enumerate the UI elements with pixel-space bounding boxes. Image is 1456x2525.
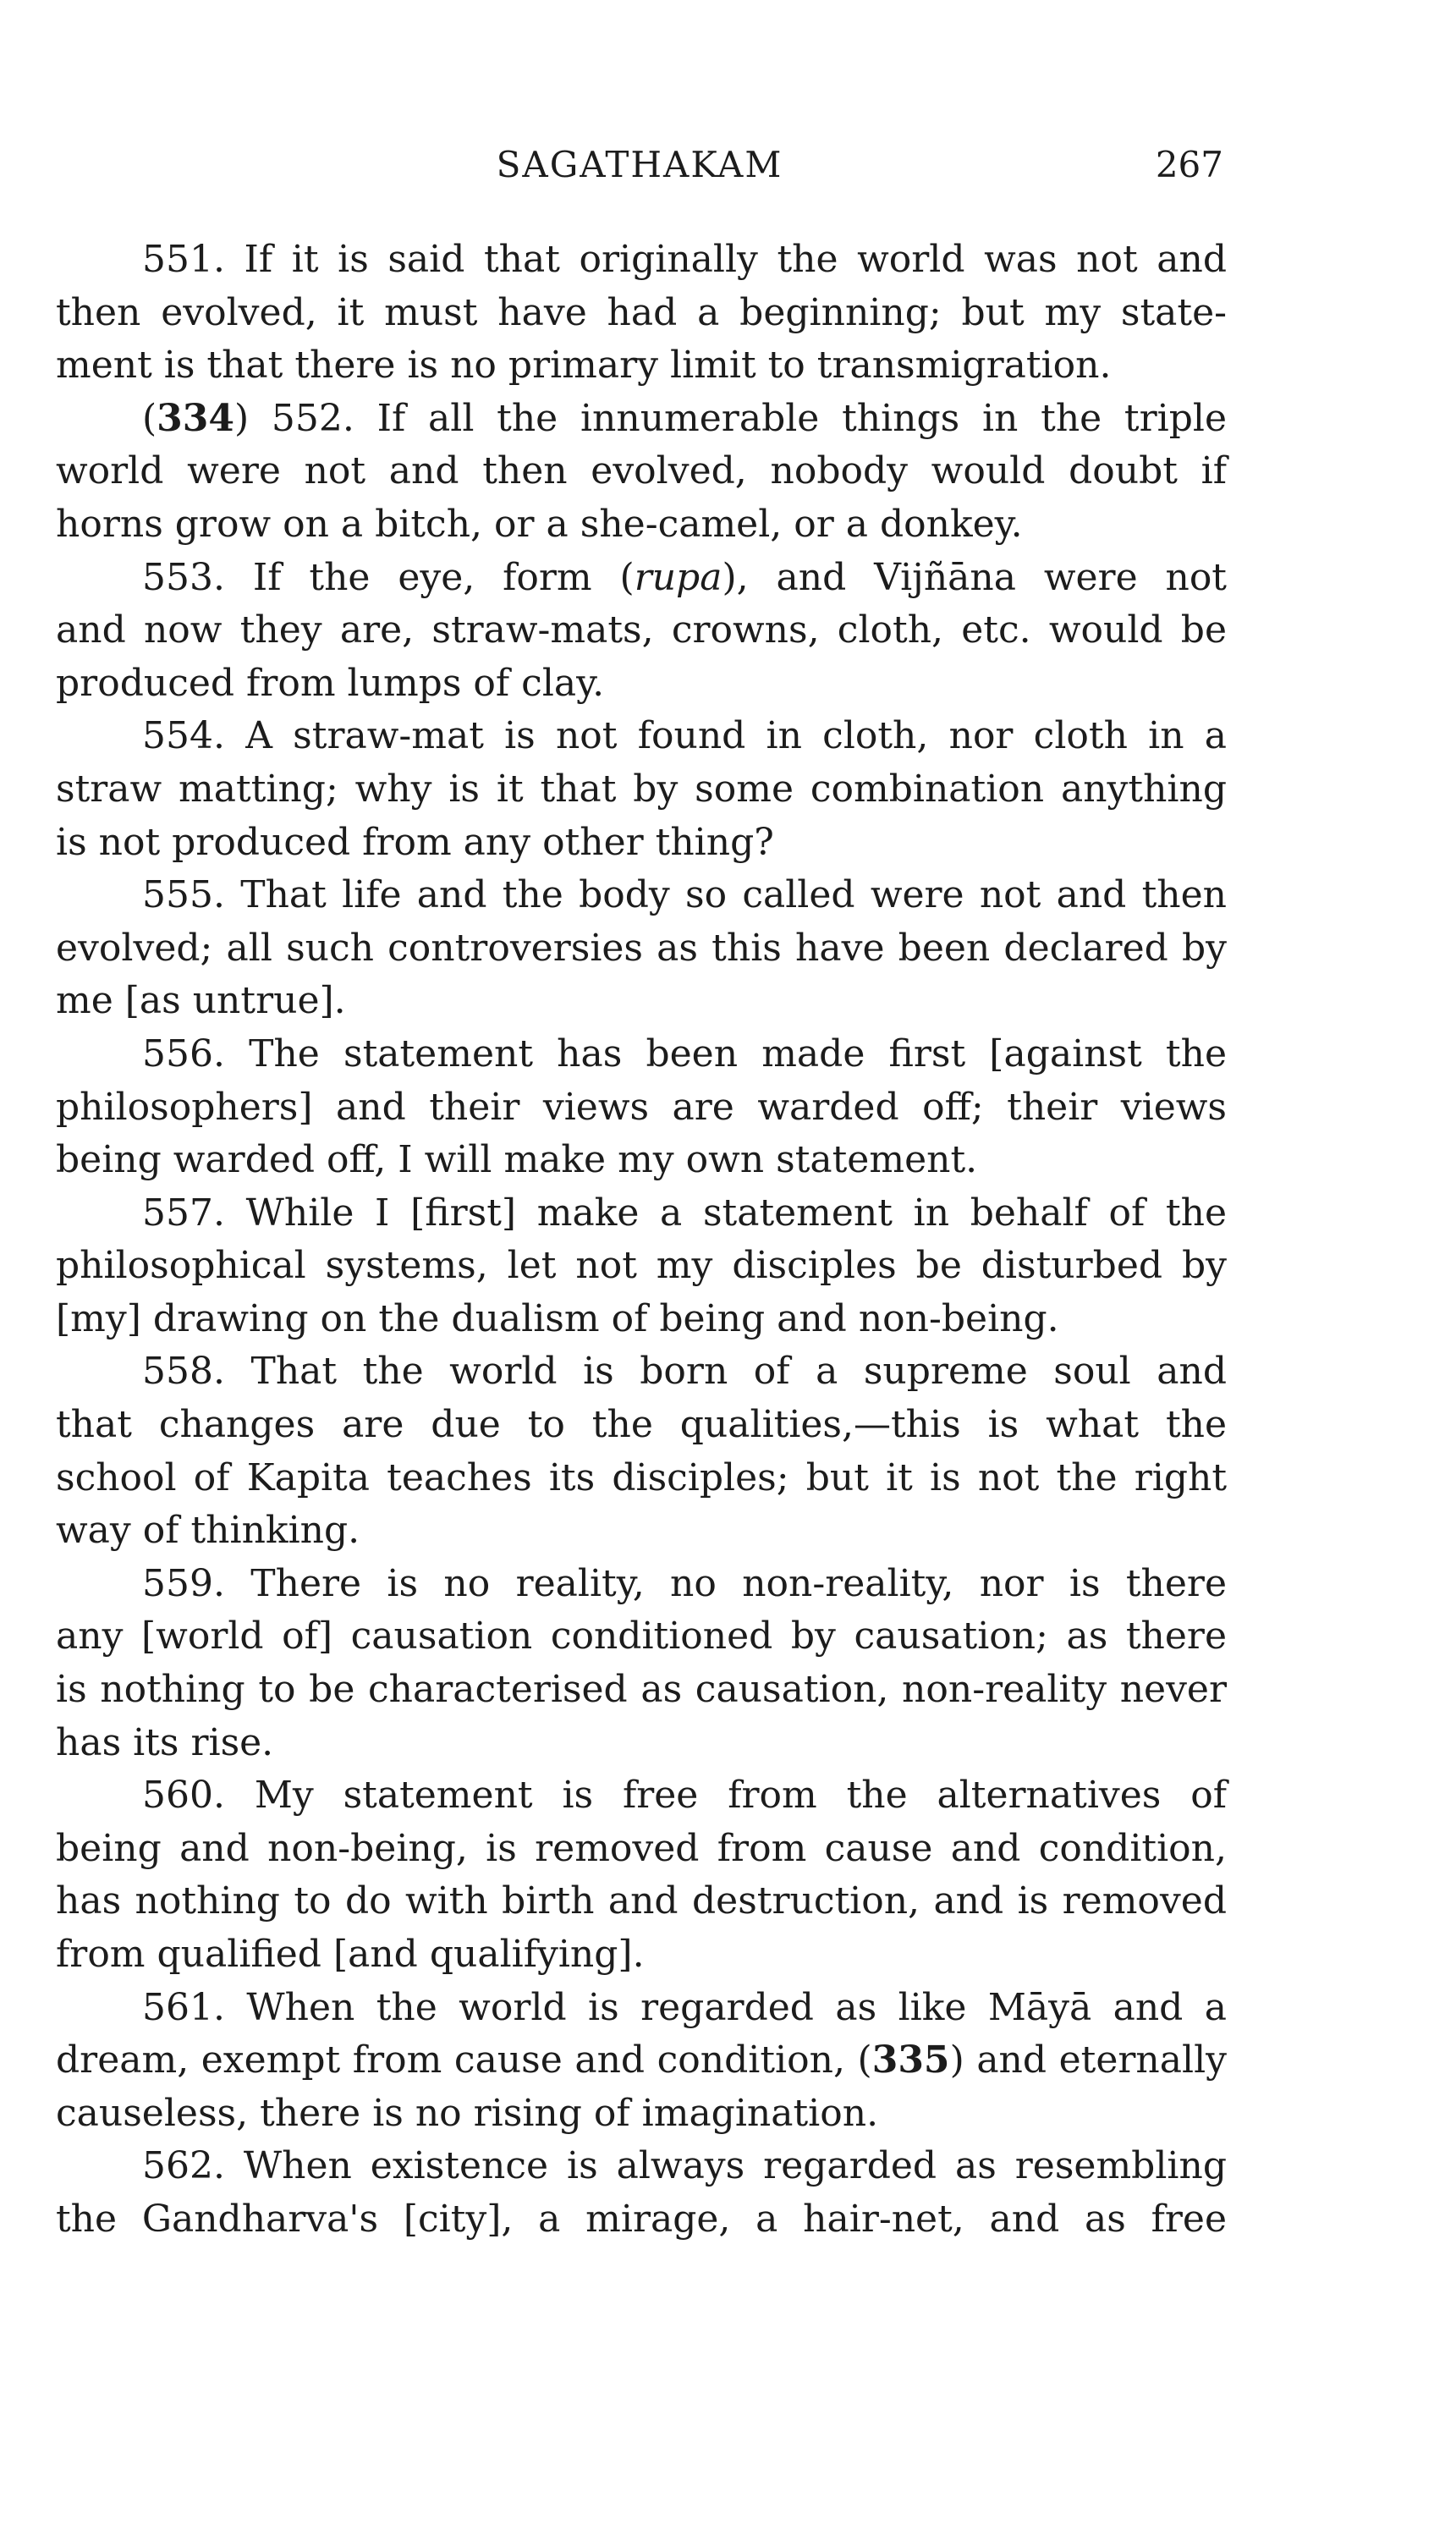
original-page-marker: 335 [871, 2038, 950, 2082]
text-line: 560. My statement is free from the alternatives of [142, 1774, 1227, 1818]
text-line: then evolved, it must have had a beginning; but my state- [56, 290, 1227, 334]
text-line: is nothing to be characterised as causation, non-reality never [56, 1668, 1227, 1712]
text-line: 555. That life and the body so called were not and then [142, 873, 1227, 917]
text-line: horns grow on a bitch, or a she-camel, or a donkey. [56, 502, 1023, 546]
text-line: any [world of] causation conditioned by causation; as there [56, 1615, 1227, 1659]
text-line: and now they are, straw-mats, crowns, cloth, etc. would be [56, 608, 1227, 652]
line-segment: 553. If the eye, form ( [142, 555, 635, 599]
text-line: is not produced from any other thing? [56, 820, 774, 864]
text-line: from qualified [and qualifying]. [56, 1933, 645, 1976]
text-line [56, 393, 1227, 446]
text-line: school of Kapita teaches its disciples; but it is not the right [56, 1455, 1227, 1499]
line-segment: dream, exempt from cause and condition, ( [56, 2038, 872, 2082]
text-line: [my] drawing on the dualism of being and non-being. [56, 1296, 1059, 1340]
line-segment: ( [142, 396, 157, 440]
text-line: 562. When existence is always regarded as resembling [142, 2144, 1227, 2188]
text-line: philosophers] and their views are warded off; their views [56, 1085, 1227, 1129]
original-page-marker: 334 [157, 396, 235, 440]
text-line: way of thinking. [56, 1509, 360, 1553]
verse-text-block [56, 234, 1227, 2247]
text-line: the Gandharva's [city], a mirage, a hair-net, and as free [56, 2197, 1227, 2241]
line-segment: ) and eternally [949, 2038, 1227, 2082]
text-line: has nothing to do with birth and destruction, and is removed [56, 1879, 1227, 1923]
text-line: world were not and then evolved, nobody would doubt if [56, 449, 1227, 493]
text-line [56, 552, 1227, 605]
text-line: 559. There is no reality, no non-reality, nor is there [142, 1561, 1227, 1605]
line-segment: ) 552. If all the innumerable things in the triple [234, 396, 1227, 440]
text-line: 557. While I [first] make a statement in behalf of the [142, 1191, 1227, 1235]
text-line: 556. The statement has been made first [against the [142, 1031, 1227, 1075]
text-line: that changes are due to the qualities,—this is what the [56, 1403, 1227, 1447]
text-line: being warded off, I will make my own statement. [56, 1138, 978, 1182]
text-line: produced from lumps of clay. [56, 661, 605, 705]
text-line: evolved; all such controversies as this have been declared by [56, 926, 1227, 970]
line-segment: ), and Vijñāna were not [722, 555, 1227, 599]
running-head [56, 135, 1223, 195]
text-line: 554. A straw-mat is not found in cloth, nor cloth in a [142, 714, 1227, 758]
text-line: me [as untrue]. [56, 979, 346, 1023]
text-line: 561. When the world is regarded as like Māyā and a [142, 1985, 1227, 2029]
italic-term: rupa [634, 555, 723, 599]
text-line: being and non-being, is removed from cause and condition, [56, 1826, 1227, 1870]
text-line: ment is that there is no primary limit to transmigration. [56, 344, 1112, 388]
text-line: straw matting; why is it that by some combination anything [56, 767, 1227, 811]
text-line: philosophical systems, let not my disciples be disturbed by [56, 1244, 1227, 1288]
page-number: 267 [1155, 144, 1223, 185]
running-title: SAGATHAKAM [496, 144, 783, 185]
text-line: 558. That the world is born of a supreme soul and [142, 1350, 1227, 1394]
text-line: causeless, there is no rising of imagination. [56, 2091, 879, 2135]
text-line: 551. If it is said that originally the world was not and [142, 238, 1227, 281]
text-line [56, 2034, 1227, 2088]
text-line: has its rise. [56, 1720, 274, 1764]
